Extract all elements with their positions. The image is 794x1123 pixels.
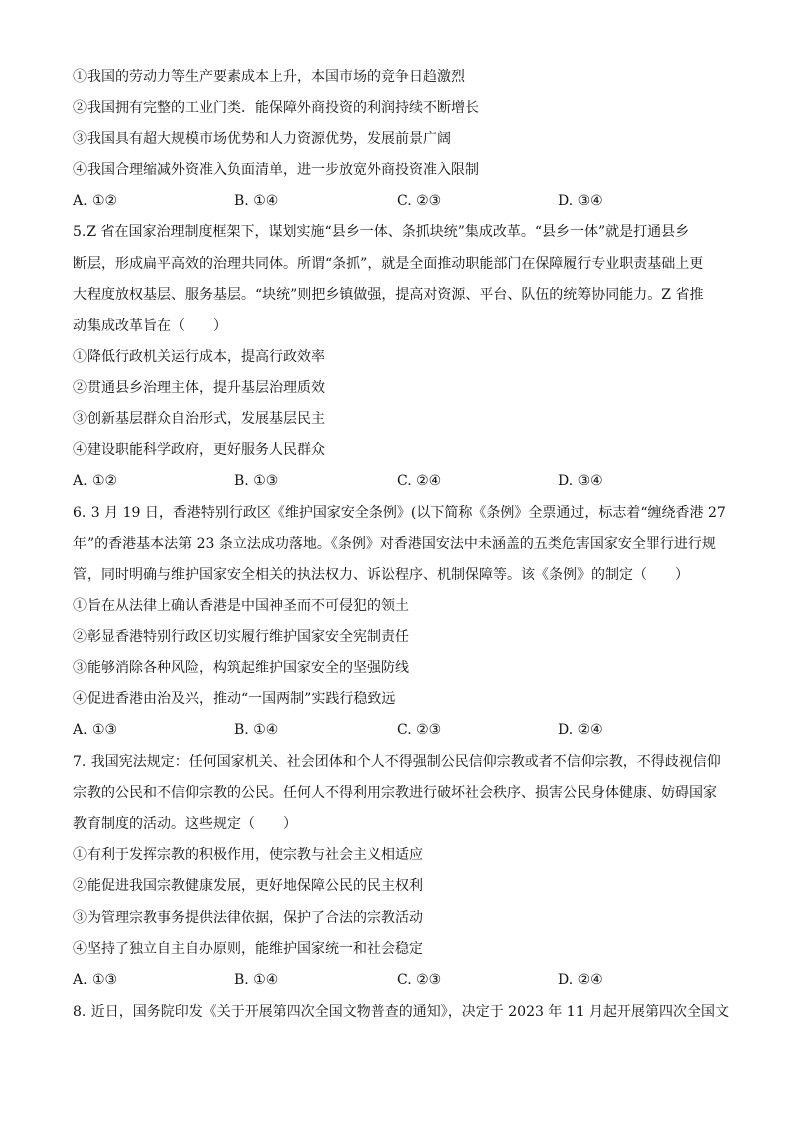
q6-answer-choices <box>73 721 733 739</box>
q5-option-1: ①降低行政机关运行成本，提高行政效率 <box>73 349 325 365</box>
q7-option-4: ④坚持了独立自主自办原则，能维护国家统一和社会稳定 <box>73 941 423 957</box>
q8-stem-line-1: 8. 近日，国务院印发《关于开展第四次全国文物普查的通知》，决定于 2023 年 11 月起开展第四次全国文 <box>73 1004 730 1020</box>
q7-stem-line-2: 宗教的公民和不信仰宗教的公民。任何人不得利用宗教进行破坏社会秩序、损害公民身体健康、妨碍国家 <box>73 785 717 801</box>
q5-stem-line-3: 大程度放权基层、服务基层。“块统”则把乡镇做强，提高对资源、平台、队伍的统筹协同能力。Z 省推 <box>73 287 704 303</box>
q4-choice-d: D. ③④ <box>558 193 603 209</box>
q4-option-2: ②我国拥有完整的工业门类．能保障外商投资的利润持续不断增长 <box>73 100 479 116</box>
q4-choice-a: A. ①② <box>73 193 118 209</box>
q7-option-1: ①有利于发挥宗教的积极作用，使宗教与社会主义相适应 <box>73 847 423 863</box>
q5-answer-choices <box>73 472 733 490</box>
q5-choice-c: C. ②④ <box>397 473 442 489</box>
q4-choice-b: B. ①④ <box>234 193 279 209</box>
q6-option-4: ④促进香港由治及兴，推动“一国两制”实践行稳致远 <box>73 691 396 707</box>
q7-option-3: ③为管理宗教事务提供法律依据，保护了合法的宗教活动 <box>73 910 423 926</box>
q6-stem-line-3: 管，同时明确与维护国家安全相关的执法权力、诉讼程序、机制保障等。该《条例》的制定（ ） <box>73 567 689 583</box>
q6-choice-a: A. ①③ <box>73 722 118 738</box>
q6-choice-c: C. ②③ <box>397 722 442 738</box>
q6-option-2: ②彰显香港特别行政区切实履行维护国家安全宪制责任 <box>73 629 409 645</box>
q5-choice-b: B. ①③ <box>234 473 279 489</box>
q7-stem-line-3: 教育制度的活动。这些规定（ ） <box>73 816 297 832</box>
q7-stem-line-1: 7. 我国宪法规定：任何国家机关、社会团体和个人不得强制公民信仰宗教或者不信仰宗教，不得歧视信仰 <box>73 754 721 770</box>
q5-option-2: ②贯通县乡治理主体，提升基层治理质效 <box>73 380 325 396</box>
q7-answer-choices <box>73 971 733 989</box>
q5-choice-d: D. ③④ <box>558 473 603 489</box>
q6-choice-b: B. ①④ <box>234 722 279 738</box>
q4-choice-c: C. ②③ <box>397 193 442 209</box>
q5-option-3: ③创新基层群众自治形式，发展基层民主 <box>73 411 325 427</box>
q5-choice-a: A. ①② <box>73 473 118 489</box>
q7-choice-c: C. ②③ <box>397 972 442 988</box>
q5-stem-line-2: 断层，形成扁平高效的治理共同体。所谓“条抓”，就是全面推动职能部门在保障履行专业职责基础上更 <box>73 256 704 272</box>
q6-stem-line-2: 年”的香港基本法第 23 条立法成功落地。《条例》对香港国安法中未涵盖的五类危害国家安全罪行进行规 <box>73 536 716 552</box>
q4-option-3: ③我国具有超大规模市场优势和人力资源优势，发展前景广阔 <box>73 131 451 147</box>
q6-option-3: ③能够消除各种风险，构筑起维护国家安全的坚强防线 <box>73 660 409 676</box>
q7-choice-b: B. ①④ <box>234 972 279 988</box>
q4-option-1: ①我国的劳动力等生产要素成本上升，本国市场的竞争日趋激烈 <box>73 69 465 85</box>
q7-choice-a: A. ①③ <box>73 972 118 988</box>
q5-stem-line-1: 5.Z 省在国家治理制度框架下，谋划实施“县乡一体、条抓块统”集成改革。“县乡一体”就是打通县乡 <box>73 224 690 240</box>
q7-choice-d: D. ②④ <box>558 972 603 988</box>
q5-stem-line-4: 动集成改革旨在（ ） <box>73 318 227 334</box>
q5-option-4: ④建设职能科学政府，更好服务人民群众 <box>73 442 325 458</box>
q4-option-4: ④我国合理缩减外资准入负面清单，进一步放宽外商投资准入限制 <box>73 162 479 178</box>
q6-option-1: ①旨在从法律上确认香港是中国神圣而不可侵犯的领土 <box>73 598 409 614</box>
q4-answer-choices <box>73 192 733 210</box>
q6-stem-line-1: 6. 3 月 19 日，香港特别行政区《维护国家安全条例》(以下简称《条例》全票通过，标志着“缠绕香港 27 <box>73 505 726 521</box>
q7-option-2: ②能促进我国宗教健康发展，更好地保障公民的民主权利 <box>73 878 423 894</box>
q6-choice-d: D. ②④ <box>558 722 603 738</box>
